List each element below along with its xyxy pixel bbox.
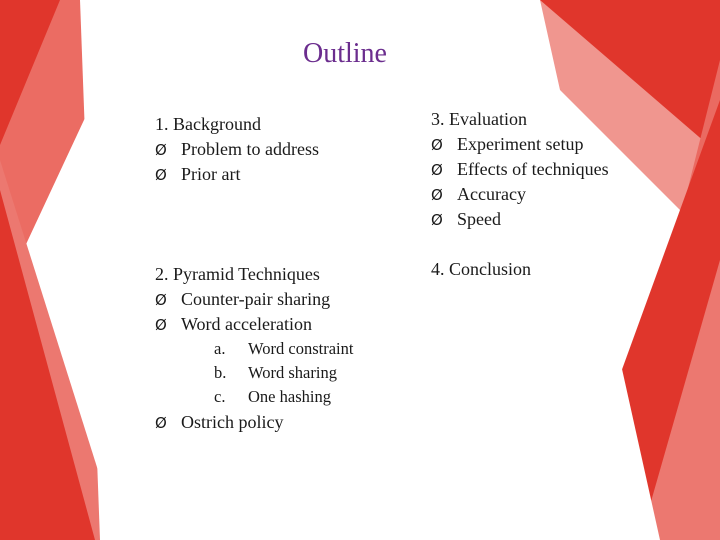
sub-item: One hashing [248, 387, 331, 406]
arrow-bullet-icon: Ø [155, 166, 167, 184]
sub-item-marker: b. [214, 363, 227, 382]
sub-item-marker: c. [214, 387, 226, 406]
arrow-bullet-icon: Ø [431, 211, 443, 229]
arrow-bullet-icon: Ø [155, 291, 167, 309]
section-heading-pyramid-techniques: 2. Pyramid Techniques [155, 264, 320, 284]
arrow-bullet-icon: Ø [431, 161, 443, 179]
list-item: Prior art [181, 164, 241, 184]
section-heading-evaluation: 3. Evaluation [431, 109, 527, 129]
section-heading-background: 1. Background [155, 114, 261, 134]
list-item: Accuracy [457, 184, 526, 204]
arrow-bullet-icon: Ø [155, 141, 167, 159]
list-item: Word acceleration [181, 314, 312, 334]
slide-title: Outline [303, 38, 387, 69]
list-item: Ostrich policy [181, 412, 284, 432]
sub-item-marker: a. [214, 339, 226, 358]
list-item: Effects of techniques [457, 159, 609, 179]
list-item: Problem to address [181, 139, 319, 159]
section-heading-conclusion: 4. Conclusion [431, 259, 532, 279]
arrow-bullet-icon: Ø [155, 414, 167, 432]
sub-item: Word constraint [248, 339, 354, 358]
list-item: Speed [457, 209, 501, 229]
arrow-bullet-icon: Ø [431, 186, 443, 204]
list-item: Experiment setup [457, 134, 584, 154]
arrow-bullet-icon: Ø [155, 316, 167, 334]
arrow-bullet-icon: Ø [431, 136, 443, 154]
list-item: Counter-pair sharing [181, 289, 331, 309]
sub-item: Word sharing [248, 363, 337, 382]
